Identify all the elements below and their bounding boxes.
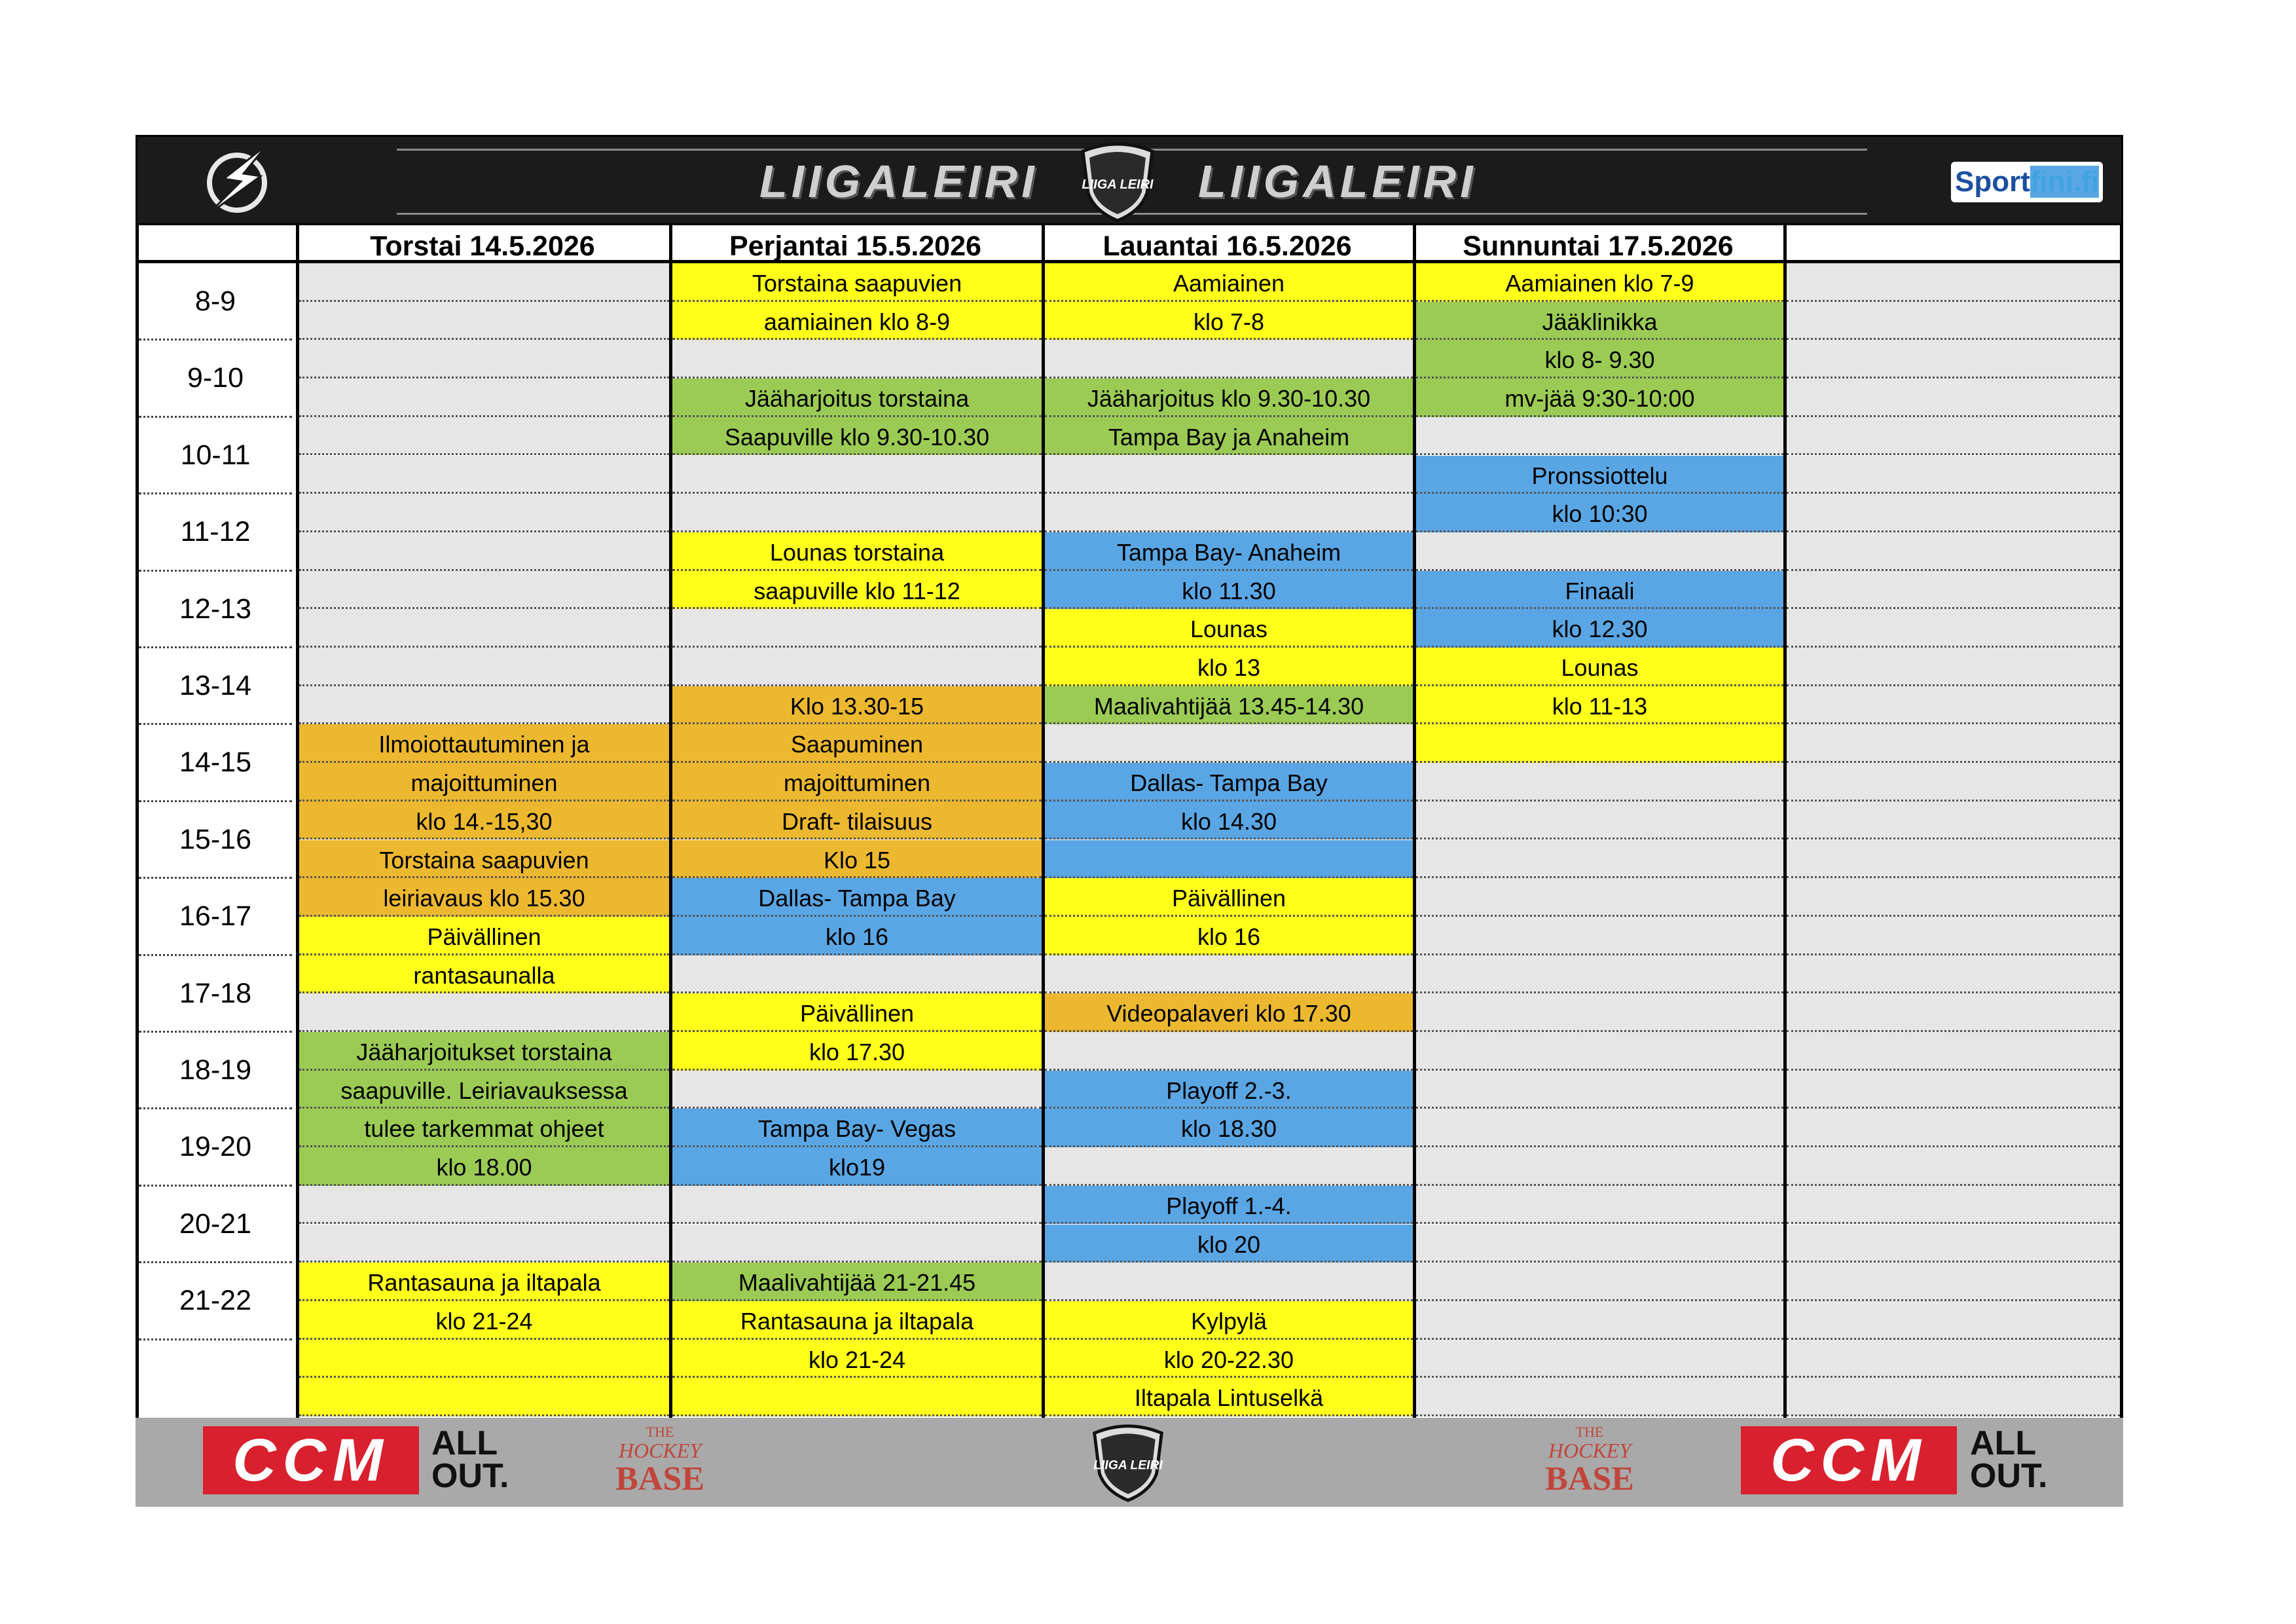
- sportfini-a: Sport: [1955, 166, 2030, 198]
- slot-fri-10: [672, 609, 1042, 648]
- slot-fri-28: Rantasauna ja iltapala: [672, 1301, 1042, 1340]
- time-label-15: [139, 1340, 292, 1416]
- slot-thu-10: [299, 609, 669, 648]
- slot-sun-13: [1416, 724, 1783, 763]
- time-label-4: 11-12: [180, 516, 251, 548]
- slot-sun-18: [1416, 917, 1783, 955]
- hb-base: BASE: [615, 1460, 704, 1498]
- slot-sun-21: [1416, 1032, 1783, 1071]
- day-header-4: Sunnuntai 17.5.2026: [1413, 225, 1783, 263]
- day-header-2: Perjantai 15.5.2026: [669, 225, 1042, 263]
- slot-fri-29: klo 21-24: [672, 1340, 1042, 1378]
- slot-sat-15: klo 14.30: [1045, 802, 1413, 840]
- slot-thu-5: [299, 417, 669, 456]
- slot-extra-17: [1787, 878, 2120, 917]
- slot-sat-12: Maalivahtijää 13.45-14.30: [1045, 686, 1413, 725]
- slot-fri-16: Klo 15: [672, 840, 1042, 879]
- slot-thu-6: [299, 456, 669, 494]
- header-banner: [136, 135, 2123, 225]
- slot-sun-20: [1416, 993, 1783, 1032]
- slot-extra-25: [1787, 1186, 2120, 1225]
- league-shield-icon: [1076, 139, 1159, 223]
- slot-thu-16: Torstaina saapuvien: [299, 840, 669, 879]
- slot-extra-4: [1787, 378, 2120, 417]
- slot-sun-29: [1416, 1340, 1783, 1378]
- slot-sat-2: klo 7-8: [1045, 302, 1413, 341]
- slot-fri-3: [672, 340, 1042, 378]
- slot-sat-20: Videopalaveri klo 17.30: [1045, 993, 1413, 1032]
- hb-the: THE: [646, 1424, 674, 1440]
- hockey-base-logo-right: [1540, 1424, 1639, 1500]
- slot-sat-19: [1045, 955, 1413, 994]
- slot-sat-10: Lounas: [1045, 609, 1413, 648]
- slot-fri-11: [672, 648, 1042, 686]
- slot-thu-24: klo 18.00: [299, 1147, 669, 1186]
- slot-sat-6: [1045, 456, 1413, 494]
- time-label-10: 17-18: [179, 977, 251, 1009]
- slot-extra-30: [1787, 1378, 2120, 1416]
- slot-sun-17: [1416, 878, 1783, 917]
- slot-fri-15: Draft- tilaisuus: [672, 802, 1042, 840]
- column-divider-3: [1042, 225, 1045, 1418]
- allout-text-right: [1970, 1424, 2048, 1495]
- slot-extra-19: [1787, 955, 2120, 994]
- slot-extra-18: [1787, 917, 2120, 955]
- slot-extra-23: [1787, 1109, 2120, 1147]
- slot-sat-18: klo 16: [1045, 917, 1413, 955]
- slot-extra-8: [1787, 532, 2120, 571]
- slot-thu-7: [299, 494, 669, 532]
- slot-sat-3: [1045, 340, 1413, 378]
- brand-right: LIIGALEIRI: [1198, 156, 1477, 207]
- slot-extra-16: [1787, 840, 2120, 879]
- time-header: [139, 225, 296, 263]
- slot-sat-25: Playoff 1.-4.: [1045, 1186, 1413, 1225]
- slot-sun-24: [1416, 1147, 1783, 1186]
- slot-extra-12: [1787, 686, 2120, 725]
- slot-thu-27: Rantasauna ja iltapala: [299, 1263, 669, 1301]
- slot-extra-11: [1787, 648, 2120, 686]
- slot-fri-19: [672, 955, 1042, 994]
- time-label-9: 16-17: [179, 900, 251, 932]
- slot-sat-5: Tampa Bay ja Anaheim: [1045, 417, 1413, 456]
- footer-shield-text: LIIGA LEIRI: [1093, 1458, 1163, 1473]
- allout-text: [431, 1424, 509, 1495]
- slot-fri-22: [672, 1071, 1042, 1109]
- slot-extra-3: [1787, 340, 2120, 378]
- slot-fri-26: [672, 1225, 1042, 1263]
- hb-base-right: BASE: [1545, 1460, 1634, 1498]
- slot-extra-20: [1787, 993, 2120, 1032]
- sportfini-logo: [1951, 162, 2103, 202]
- slot-extra-5: [1787, 417, 2120, 456]
- slot-thu-26: [299, 1225, 669, 1263]
- slot-sun-6: Pronssiottelu: [1416, 456, 1783, 494]
- slot-thu-4: [299, 378, 669, 417]
- slot-thu-14: majoittuminen: [299, 763, 669, 802]
- slot-fri-1: Torstaina saapuvien: [672, 263, 1042, 302]
- time-label-11: 18-19: [179, 1054, 251, 1086]
- hb-the-right: THE: [1575, 1424, 1604, 1440]
- time-label-12: 19-20: [179, 1131, 251, 1163]
- slot-sun-7: klo 10:30: [1416, 494, 1783, 532]
- slot-thu-21: Jääharjoitukset torstaina: [299, 1032, 669, 1071]
- slot-fri-6: [672, 456, 1042, 494]
- slot-fri-8: Lounas torstaina: [672, 532, 1042, 571]
- schedule-sheet: [136, 135, 2123, 1507]
- slot-thu-1: [299, 263, 669, 302]
- slot-sun-1: Aamiainen klo 7-9: [1416, 263, 1783, 302]
- slot-extra-27: [1787, 1263, 2120, 1301]
- slot-fri-9: saapuville klo 11-12: [672, 571, 1042, 610]
- ccm-logo-right: CCM: [1741, 1426, 1957, 1494]
- hb-hockey: HOCKEY: [618, 1439, 702, 1462]
- slot-sun-27: [1416, 1263, 1783, 1301]
- slot-sat-26: klo 20: [1045, 1225, 1413, 1263]
- slot-thu-18: Päivällinen: [299, 917, 669, 955]
- time-label-8: 15-16: [179, 823, 251, 855]
- slot-sun-11: Lounas: [1416, 648, 1783, 686]
- time-label-6: 13-14: [179, 670, 251, 701]
- slot-fri-30: [672, 1378, 1042, 1416]
- slot-sat-23: klo 18.30: [1045, 1109, 1413, 1147]
- slot-sat-28: Kylpylä: [1045, 1301, 1413, 1340]
- slot-sat-11: klo 13: [1045, 648, 1413, 686]
- slot-extra-1: [1787, 263, 2120, 302]
- shield-text: LIIGA LEIRI: [1082, 177, 1154, 192]
- slot-extra-7: [1787, 494, 2120, 532]
- ccm-logo: CCM: [203, 1426, 419, 1494]
- slot-sat-17: Päivällinen: [1045, 878, 1413, 917]
- slot-fri-7: [672, 494, 1042, 532]
- slot-sun-25: [1416, 1186, 1783, 1225]
- slot-fri-17: Dallas- Tampa Bay: [672, 878, 1042, 917]
- hockey-base-logo: [611, 1424, 709, 1500]
- slot-thu-11: [299, 648, 669, 686]
- slot-thu-30: [299, 1378, 669, 1416]
- slot-sun-30: [1416, 1378, 1783, 1416]
- slot-thu-3: [299, 340, 669, 378]
- slot-extra-29: [1787, 1340, 2120, 1378]
- slot-sun-9: Finaali: [1416, 571, 1783, 610]
- hb-hockey-right: HOCKEY: [1548, 1439, 1631, 1462]
- slot-sat-29: klo 20-22.30: [1045, 1340, 1413, 1378]
- slot-sat-9: klo 11.30: [1045, 571, 1413, 610]
- slot-sun-4: mv-jää 9:30-10:00: [1416, 378, 1783, 417]
- slot-thu-20: [299, 993, 669, 1032]
- slot-thu-23: tulee tarkemmat ohjeet: [299, 1109, 669, 1147]
- slot-sun-19: [1416, 955, 1783, 994]
- slot-fri-14: majoittuminen: [672, 763, 1042, 802]
- slot-sun-3: klo 8- 9.30: [1416, 340, 1783, 378]
- slot-extra-10: [1787, 609, 2120, 648]
- allout-right-line1: ALL: [1970, 1424, 2037, 1462]
- slot-fri-12: Klo 13.30-15: [672, 686, 1042, 725]
- time-label-14: 21-22: [179, 1285, 251, 1317]
- slot-sat-30: Iltapala Lintuselkä: [1045, 1378, 1413, 1416]
- schedule-grid: [136, 225, 2123, 1418]
- slot-sat-13: [1045, 724, 1413, 763]
- slot-sun-8: [1416, 532, 1783, 571]
- slot-sat-24: [1045, 1147, 1413, 1186]
- slot-sat-14: Dallas- Tampa Bay: [1045, 763, 1413, 802]
- time-label-13: 20-21: [179, 1208, 251, 1240]
- time-label-1: 8-9: [194, 286, 236, 317]
- slot-thu-29: [299, 1340, 669, 1378]
- column-divider-5: [1783, 225, 1787, 1418]
- slot-extra-28: [1787, 1301, 2120, 1340]
- slot-sun-28: [1416, 1301, 1783, 1340]
- slot-thu-17: leiriavaus klo 15.30: [299, 878, 669, 917]
- slot-fri-13: Saapuminen: [672, 724, 1042, 763]
- time-label-2: 9-10: [187, 362, 244, 394]
- slot-thu-13: Ilmoiottautuminen ja: [299, 724, 669, 763]
- slot-thu-15: klo 14.-15,30: [299, 802, 669, 840]
- slot-sat-22: Playoff 2.-3.: [1045, 1071, 1413, 1109]
- slot-thu-9: [299, 571, 669, 610]
- slot-sun-23: [1416, 1109, 1783, 1147]
- slot-fri-24: klo19: [672, 1147, 1042, 1186]
- slot-extra-22: [1787, 1071, 2120, 1109]
- slot-sun-12: klo 11-13: [1416, 686, 1783, 725]
- slot-sat-7: [1045, 494, 1413, 532]
- slot-fri-21: klo 17.30: [672, 1032, 1042, 1071]
- column-divider-4: [1413, 225, 1416, 1418]
- time-label-5: 12-13: [179, 593, 251, 625]
- slot-fri-20: Päivällinen: [672, 993, 1042, 1032]
- slot-fri-5: Saapuville klo 9.30-10.30: [672, 417, 1042, 456]
- slot-extra-13: [1787, 724, 2120, 763]
- slot-fri-4: Jääharjoitus torstaina: [672, 378, 1042, 417]
- slot-fri-25: [672, 1186, 1042, 1225]
- slot-extra-2: [1787, 302, 2120, 341]
- slot-extra-9: [1787, 571, 2120, 610]
- brand-left: LIIGALEIRI: [759, 156, 1038, 207]
- slot-sat-16: [1045, 840, 1413, 879]
- slot-sun-15: [1416, 802, 1783, 840]
- allout-line1: ALL: [431, 1424, 498, 1462]
- slot-sat-21: [1045, 1032, 1413, 1071]
- time-label-3: 10-11: [180, 439, 251, 471]
- slot-sat-8: Tampa Bay- Anaheim: [1045, 532, 1413, 571]
- slot-extra-21: [1787, 1032, 2120, 1071]
- slot-fri-2: aamiainen klo 8-9: [672, 302, 1042, 341]
- slot-extra-26: [1787, 1225, 2120, 1263]
- slot-sat-27: [1045, 1263, 1413, 1301]
- slot-thu-8: [299, 532, 669, 571]
- slot-fri-23: Tampa Bay- Vegas: [672, 1109, 1042, 1147]
- slot-thu-12: [299, 686, 669, 725]
- slot-sun-5: [1416, 417, 1783, 456]
- time-label-7: 14-15: [179, 747, 251, 779]
- slot-thu-25: [299, 1186, 669, 1225]
- slot-sun-22: [1416, 1071, 1783, 1109]
- slot-sun-16: [1416, 840, 1783, 879]
- slot-fri-18: klo 16: [672, 917, 1042, 955]
- slot-fri-27: Maalivahtijää 21-21.45: [672, 1263, 1042, 1301]
- column-divider-1: [296, 225, 299, 1418]
- slot-extra-6: [1787, 456, 2120, 494]
- slot-thu-19: rantasaunalla: [299, 955, 669, 994]
- day-header-5: [1783, 225, 2120, 263]
- slot-sun-26: [1416, 1225, 1783, 1263]
- sportfini-b: fini.fi: [2030, 166, 2099, 198]
- slot-sun-14: [1416, 763, 1783, 802]
- slot-thu-28: klo 21-24: [299, 1301, 669, 1340]
- day-header-1: Torstai 14.5.2026: [296, 225, 669, 263]
- slot-sun-2: Jääklinikka: [1416, 302, 1783, 341]
- slot-extra-14: [1787, 763, 2120, 802]
- footer-shield-icon: [1087, 1422, 1169, 1503]
- sponsor-footer: [136, 1418, 2123, 1507]
- slot-sat-4: Jääharjoitus klo 9.30-10.30: [1045, 378, 1413, 417]
- allout-right-line2: OUT.: [1970, 1457, 2048, 1495]
- column-divider-2: [669, 225, 672, 1418]
- slot-sun-10: klo 12.30: [1416, 609, 1783, 648]
- slot-extra-15: [1787, 802, 2120, 840]
- allout-line2: OUT.: [431, 1457, 509, 1495]
- slot-extra-24: [1787, 1147, 2120, 1186]
- lightning-bolt-logo: [190, 142, 288, 221]
- slot-sat-1: Aamiainen: [1045, 263, 1413, 302]
- slot-thu-2: [299, 302, 669, 341]
- day-header-3: Lauantai 16.5.2026: [1042, 225, 1413, 263]
- slot-thu-22: saapuville. Leiriavauksessa: [299, 1071, 669, 1109]
